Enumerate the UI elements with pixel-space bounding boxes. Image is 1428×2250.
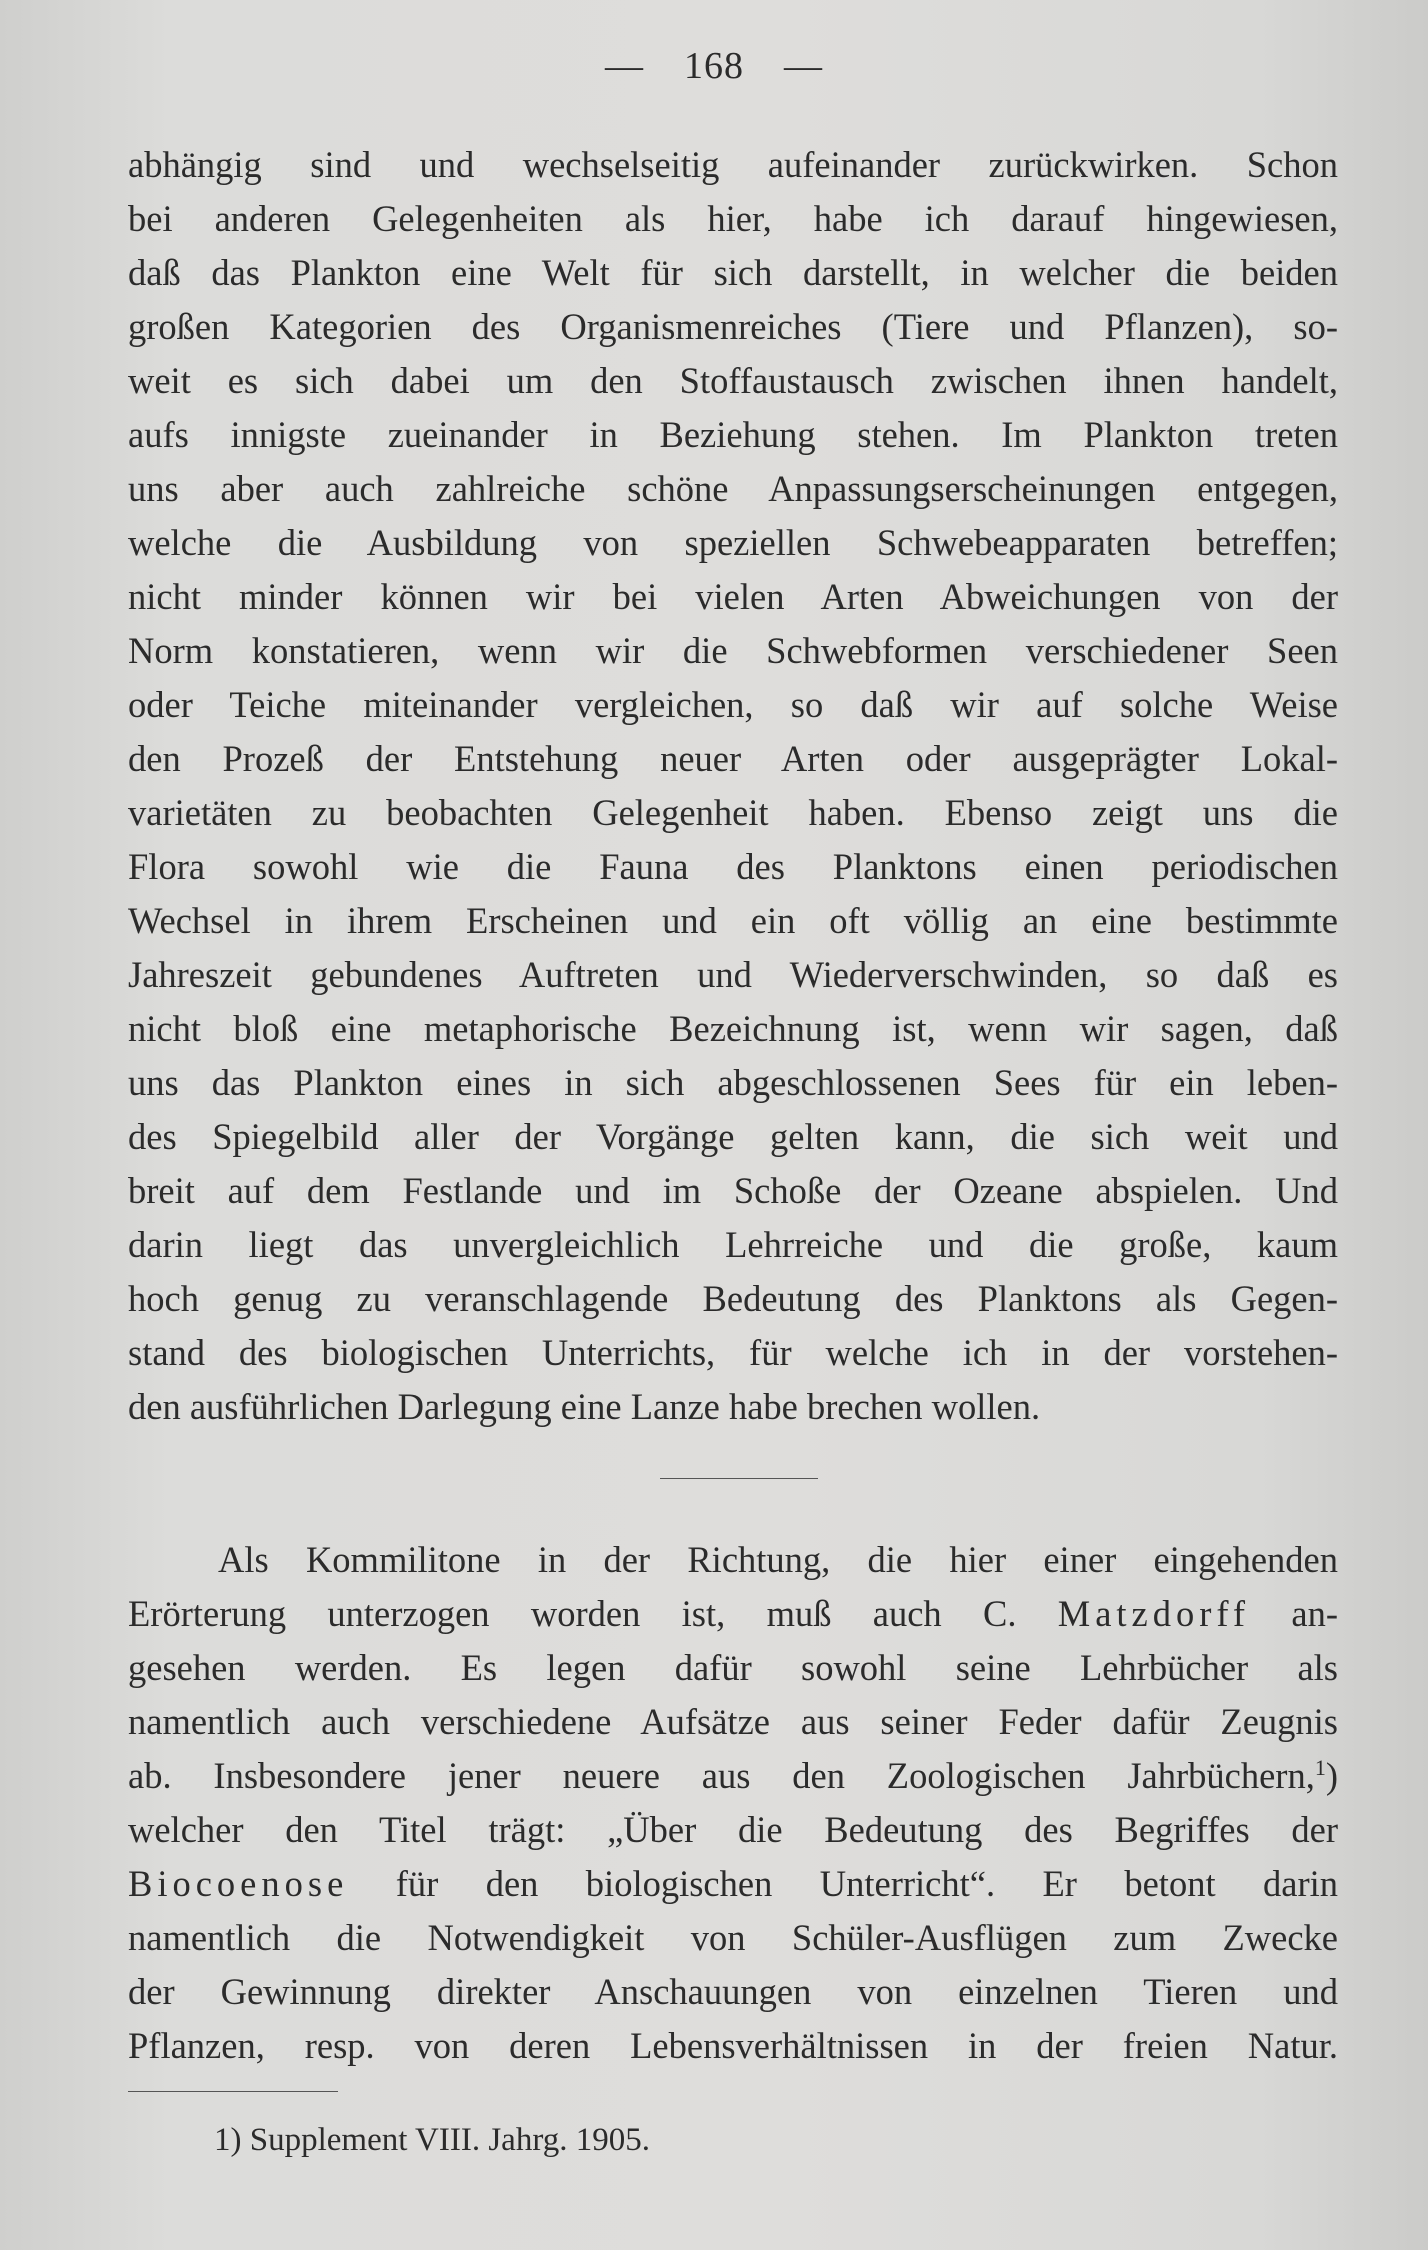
text-line: namentlich auch verschiedene Aufsätze aus seiner Feder dafür Zeugnis	[128, 1701, 1338, 1742]
text-segment: für den biologischen Unterricht“. Er betont darin	[395, 1863, 1338, 1904]
text-segment: an-	[1291, 1593, 1338, 1634]
term-biocoenose: Biocoenose	[128, 1863, 349, 1904]
text-line: Norm konstatieren, wenn wir die Schwebformen verschiedener Seen	[128, 630, 1338, 671]
text-line: Als Kommilitone in der Richtung, die hier einer eingehenden	[218, 1539, 1338, 1580]
text-line: weit es sich dabei um den Stoffaustausch zwischen ihnen handelt,	[128, 360, 1338, 401]
text-line: Flora sowohl wie die Fauna des Planktons einen periodischen	[128, 846, 1338, 887]
text-line: stand des biologischen Unterrichts, für welche ich in der vorstehen-	[128, 1332, 1338, 1373]
text-line: breit auf dem Festlande und im Schoße der Ozeane abspielen. Und	[128, 1170, 1338, 1211]
text-line: welcher den Titel trägt: „Über die Bedeutung des Begriffes der	[128, 1809, 1338, 1850]
text-line: nicht bloß eine metaphorische Bezeichnung ist, wenn wir sagen, daß	[128, 1008, 1338, 1049]
text-line: Wechsel in ihrem Erscheinen und ein oft völlig an eine bestimmte	[128, 900, 1338, 941]
text-line: aufs innigste zueinander in Beziehung stehen. Im Plankton treten	[128, 414, 1338, 455]
text-line: darin liegt das unvergleichlich Lehrreiche und die große, kaum	[128, 1224, 1338, 1265]
text-line: den ausführlichen Darlegung eine Lanze habe brechen wollen.	[128, 1386, 1041, 1427]
text-line: den Prozeß der Entstehung neuer Arten oder ausgeprägter Lokal-	[128, 738, 1338, 779]
text-line: uns aber auch zahlreiche schöne Anpassungserscheinungen entgegen,	[128, 468, 1338, 509]
text-line: nicht minder können wir bei vielen Arten Abweichungen von der	[128, 576, 1338, 617]
text-line: varietäten zu beobachten Gelegenheit haben. Ebenso zeigt uns die	[128, 792, 1338, 833]
text-line: oder Teiche miteinander vergleichen, so daß wir auf solche Weise	[128, 684, 1338, 725]
text-line: abhängig sind und wechselseitig aufeinander zurückwirken. Schon	[128, 144, 1338, 185]
text-line: bei anderen Gelegenheiten als hier, habe ich darauf hingewiesen,	[128, 198, 1338, 239]
paragraph-matzdorff	[128, 1533, 1338, 2073]
text-line: daß das Plankton eine Welt für sich darstellt, in welcher die beiden	[128, 252, 1338, 293]
text-line: des Spiegelbild aller der Vorgänge gelten kann, die sich weit und	[128, 1116, 1338, 1157]
footnote: 1) Supplement VIII. Jahrg. 1905.	[214, 2122, 650, 2158]
text-segment: Erörterung unterzogen worden ist, muß auch C.	[128, 1593, 1017, 1634]
page-number: 168	[684, 45, 744, 87]
text-line: hoch genug zu veranschlagende Bedeutung des Planktons als Gegen-	[128, 1278, 1338, 1319]
text-line: Jahreszeit gebundenes Auftreten und Wiederverschwinden, so daß es	[128, 954, 1338, 995]
page-number-header	[0, 44, 1428, 88]
text-line: uns das Plankton eines in sich abgeschlossenen Sees für ein leben-	[128, 1062, 1338, 1103]
footnote-divider	[128, 2091, 338, 2092]
text-line	[128, 1857, 1338, 1911]
footnote-reference: 1	[1314, 1754, 1326, 1780]
header-dash-left: —	[605, 45, 644, 87]
paragraph-plankton	[128, 138, 1338, 1434]
section-divider	[660, 1478, 818, 1479]
text-line: Pflanzen, resp. von deren Lebensverhältnissen in der freien Natur.	[128, 2025, 1338, 2066]
text-line: welche die Ausbildung von speziellen Schwebeapparaten betreffen;	[128, 522, 1338, 563]
text-segment: )	[1325, 1755, 1338, 1796]
header-dash-right: —	[784, 45, 823, 87]
text-line: gesehen werden. Es legen dafür sowohl seine Lehrbücher als	[128, 1647, 1338, 1688]
text-line: großen Kategorien des Organismenreiches (Tiere und Pflanzen), so-	[128, 306, 1338, 347]
author-name-matzdorff: Matzdorff	[1057, 1593, 1251, 1634]
text-line	[128, 1749, 1338, 1803]
text-line: namentlich die Notwendigkeit von Schüler-Ausflügen zum Zwecke	[128, 1917, 1338, 1958]
text-line	[128, 1587, 1338, 1641]
text-segment: ab. Insbesondere jener neuere aus den Zoologischen Jahrbüchern,	[128, 1755, 1315, 1796]
text-line: der Gewinnung direkter Anschauungen von einzelnen Tieren und	[128, 1971, 1338, 2012]
